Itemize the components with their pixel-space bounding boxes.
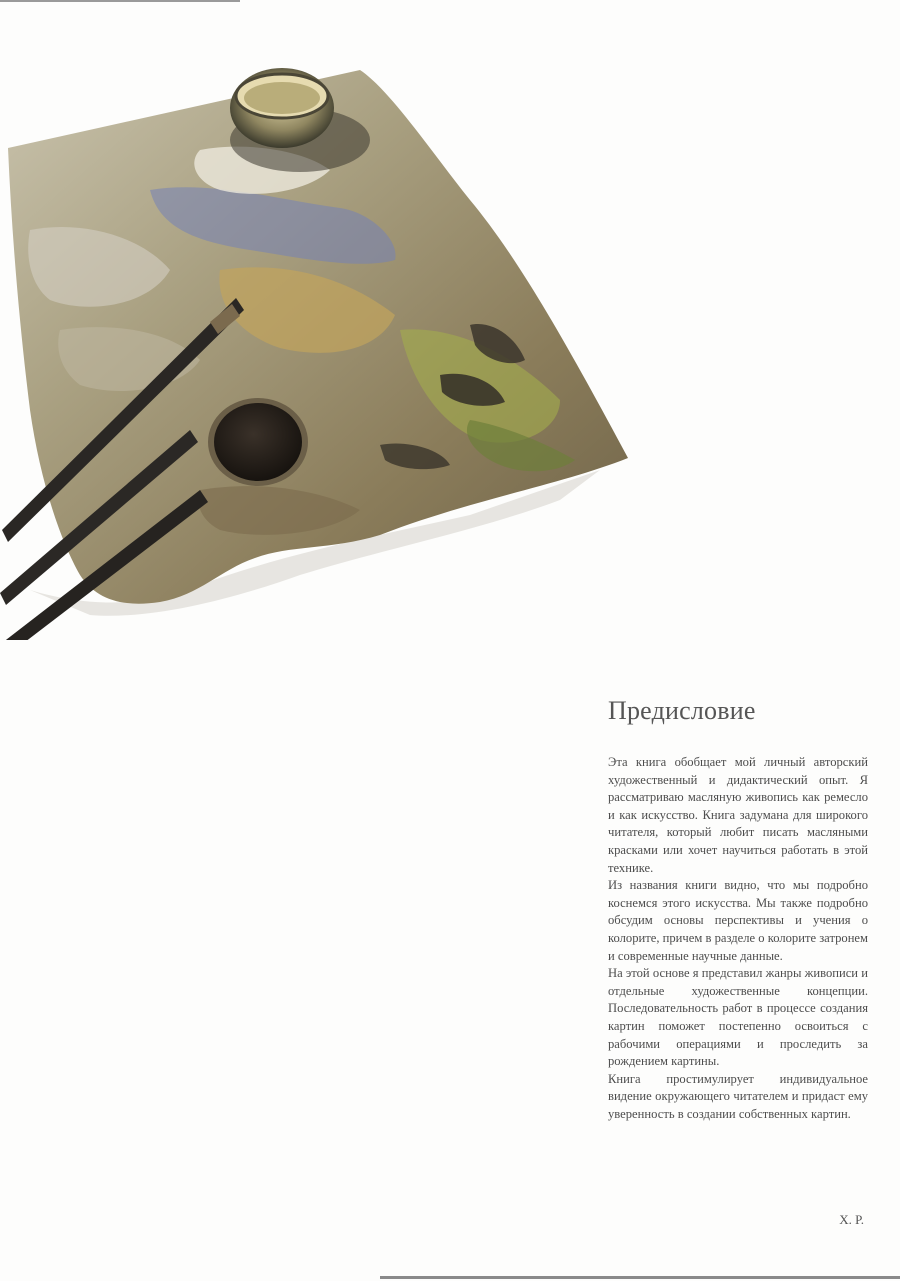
preface-body <box>608 754 868 1123</box>
preface-paragraph-2: Из названия книги видно, что мы подробно коснемся этого искусства. Мы также подробно обсудим основы перспективы и учения о колорите, причем в разделе о колорите затронем и современные научные данные. <box>608 878 868 963</box>
page-bottom-edge <box>380 1276 900 1279</box>
author-signature: Х. Р. <box>839 1212 864 1227</box>
preface-section <box>608 696 868 1123</box>
palette-illustration <box>0 30 640 640</box>
palette-image <box>0 30 640 640</box>
thumb-hole <box>214 403 302 481</box>
oil-cup-liquid <box>244 82 320 114</box>
page-top-edge <box>0 0 240 2</box>
preface-paragraph-4: Книга простимулирует индивидуальное видение окружающего читателем и придаст ему уверенность в создании собственных картин. <box>608 1071 868 1121</box>
preface-paragraph-3: На этой основе я представил жанры живописи и отдельные художественные концепции. Последовательность работ в процессе создания картин поможет постепенно освоиться с рабочими операциями и проследить за рождением картины. <box>608 966 868 1069</box>
preface-title: Предисловие <box>608 696 756 725</box>
preface-paragraph-1: Эта книга обобщает мой личный авторский художественный и дидактический опыт. Я рассматриваю масляную живопись как ремесло и как искусство. Книга задумана для широкого читателя, который любит писать масляными красками или хочет научиться работать в этой технике. <box>608 755 868 875</box>
